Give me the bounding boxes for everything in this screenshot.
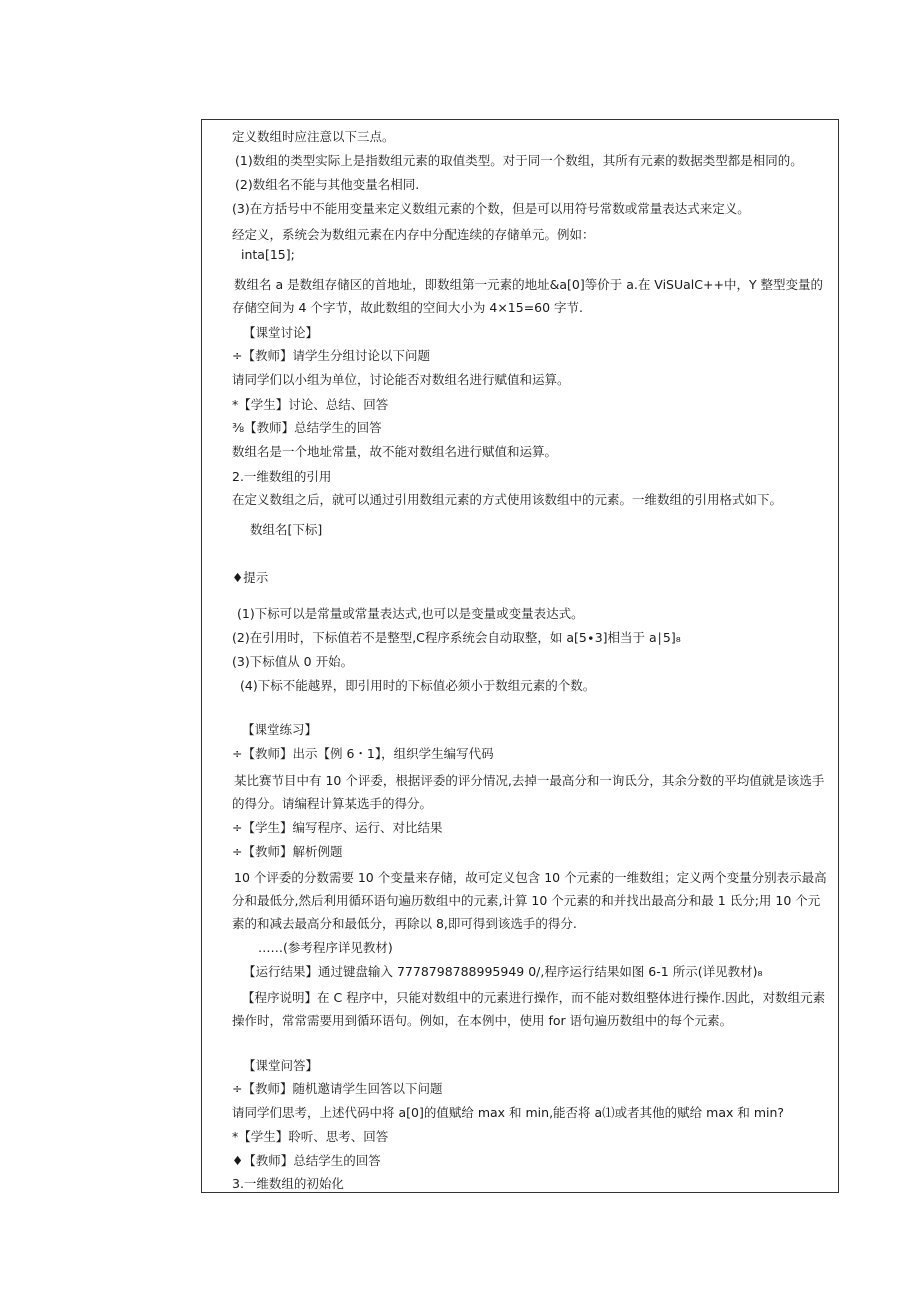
tip-heading: ♦提示 — [232, 570, 269, 585]
code-line: inta[15]; — [241, 247, 295, 262]
text-line: 经定义，系统会为数组元素在内存中分配连续的存储单元。例如： — [232, 227, 595, 242]
text-line: ⅜【教师】总结学生的回答 — [232, 420, 382, 435]
paragraph: 10 个评委的分数需要 10 个变量来存储，故可定义包含 10 个元素的一维数组；定义两个变量分别表示最高分和最低分,然后利用循环语句遍历数组中的元素,计算 10 个元素的和并找出最高分和最 1 氐分;用 10 个元素的和减去最高分和最低分，再除以 8,即可得到该选手的得分. — [232, 870, 827, 931]
text-line: (3)在方括号中不能用变量来定义数组元素的个数，但是可以用符号常数或常量表达式来定义。 — [232, 201, 750, 216]
paragraph: 某比赛节目中有 10 个评委，根据评委的评分情况,去掉一最高分和一询氐分，其余分数的平均值就是该选手的得分。请编程计算某选手的得分。 — [232, 773, 825, 811]
subsection-heading: 2.一维数组的引用 — [232, 469, 332, 484]
paragraph: 【程序说明】在 C 程序中，只能对数组中的元素进行操作，而不能对数组整体进行操作.因此，对数组元素操作时，常常需要用到循环语句。例如，在本例中，使用 for 语句遍历数组中的每个元素。 — [232, 990, 826, 1028]
text-line: (2)数组名不能与其他变量名相同. — [235, 177, 420, 192]
text-line: *【学生】讨论、总结、回答 — [232, 397, 389, 412]
text-line: 【运行结果】通过键盘输入 7778798788995949 0/,程序运行结果如图 6-1 所示(详见教材)₈ — [243, 964, 763, 979]
text-line: (1)下标可以是常量或常量表达式,也可以是变量或变量表达式。 — [237, 606, 584, 621]
text-line: ……(参考程序详见教材) — [258, 940, 393, 955]
text-line: 数组名是一个地址常量，故不能对数组名进行赋值和运算。 — [232, 444, 558, 459]
text-line: 定义数组时应注意以下三点。 — [232, 129, 395, 144]
text-line: (4)下标不能越界，即引用时的下标值必须小于数组元素的个数。 — [240, 678, 596, 693]
paragraph: 数组名 a 是数组存储区的首地址，即数组第一元素的地址&a[0]等价于 a.在 ViSUalC++中，Y 整型变量的存储空间为 4 个字节，故此数组的空间大小为 4×15=60 字节. — [232, 277, 824, 315]
section-heading: 【课堂练习】 — [242, 722, 318, 737]
text-line: ♦【教师】总结学生的回答 — [232, 1153, 381, 1168]
text-line: ÷【学生】编写程序、运行、对比结果 — [232, 820, 443, 835]
section-heading: 【课堂讨论】 — [243, 325, 319, 340]
text-line: ÷【教师】随机邀请学生回答以下问题 — [232, 1081, 443, 1096]
text-line: (3)下标值从 0 开始。 — [232, 654, 354, 669]
text-line: 请同学们思考，上述代码中将 a[0]的值赋给 max 和 min,能否将 a⑴或者其他的赋给 max 和 min? — [232, 1105, 785, 1120]
subsection-heading: 3.一维数组的初始化 — [232, 1176, 344, 1191]
text-line: (1)数组的类型实际上是指数组元素的取值类型。对于同一个数组，其所有元素的数据类型都是相同的。 — [235, 153, 803, 168]
text-line: 请同学们以小组为单位，讨论能否对数组名进行赋值和运算。 — [232, 372, 570, 387]
syntax-format: 数组名[下标] — [250, 522, 323, 537]
text-line: ÷【教师】请学生分组讨论以下问题 — [232, 348, 430, 363]
section-heading: 【课堂问答】 — [243, 1058, 319, 1073]
text-line: ÷【教师】解析例题 — [232, 844, 343, 859]
text-line: 在定义数组之后，就可以通过引用数组元素的方式使用该数组中的元素。一维数组的引用格式如下。 — [232, 492, 783, 507]
text-line: ÷【教师】出示【例 6・1】，组织学生编写代码 — [232, 746, 494, 761]
text-line: (2)在引用时，下标值若不是整型,C程序系统会自动取整，如 a[5∙3]相当于 a∣5]₈ — [232, 630, 681, 645]
text-line: *【学生】聆听、思考、回答 — [232, 1129, 389, 1144]
